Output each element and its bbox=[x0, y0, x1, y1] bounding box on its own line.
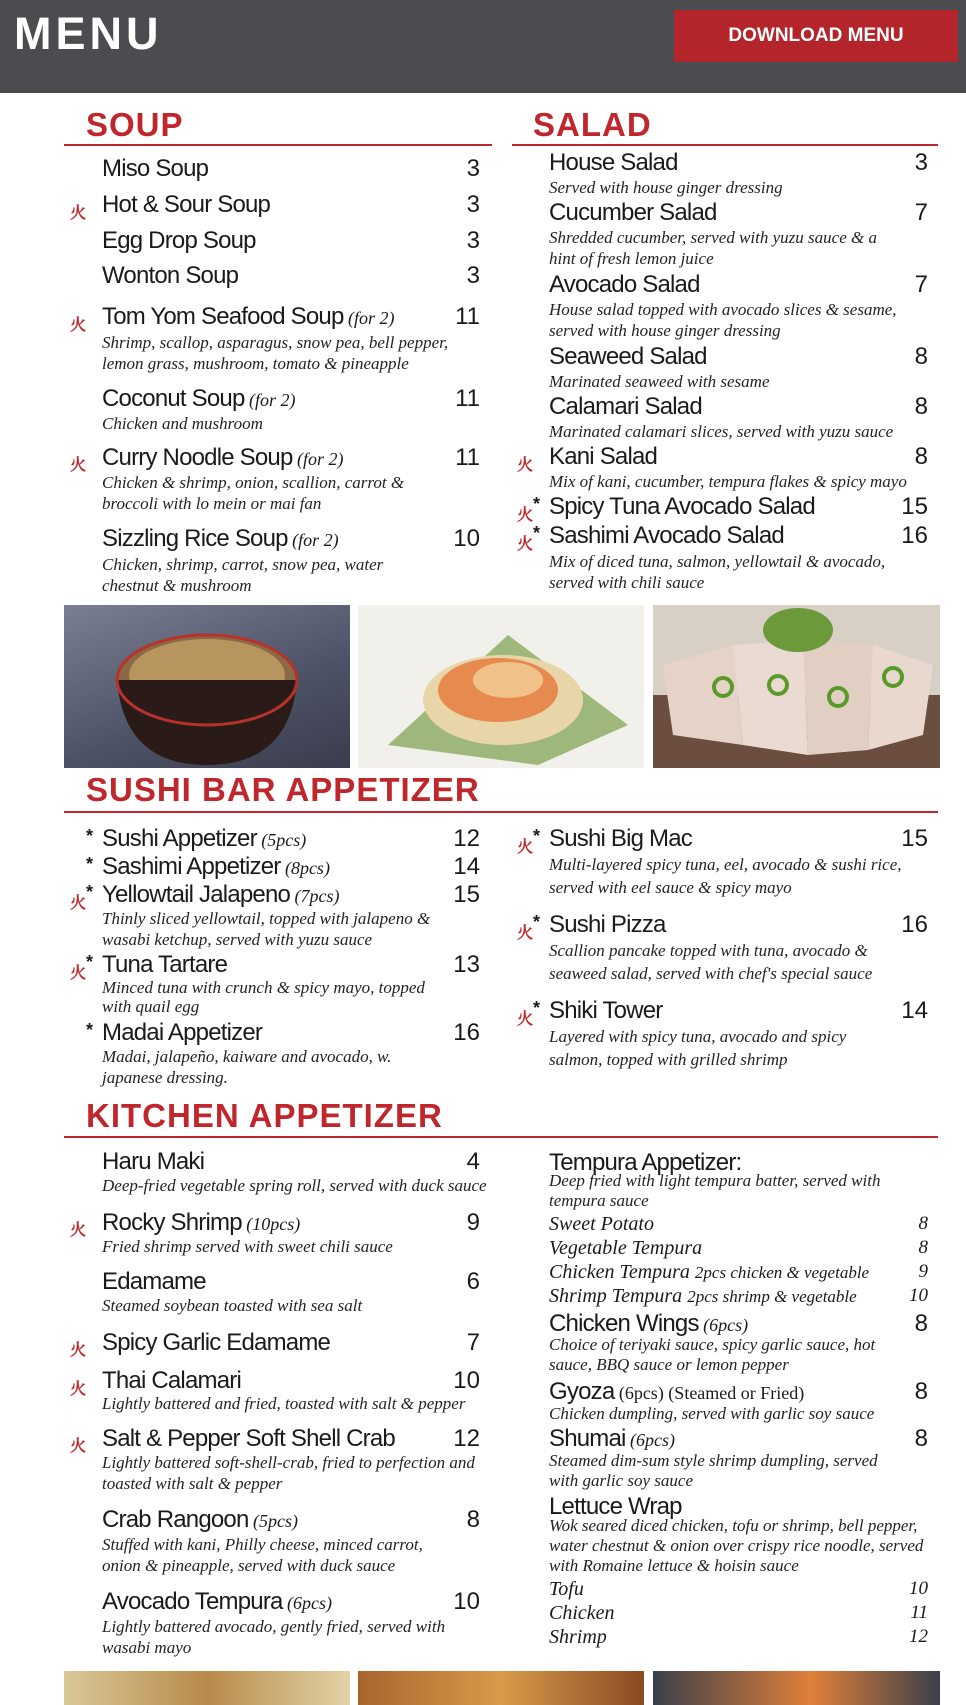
item-price: 8 bbox=[914, 1378, 928, 1405]
item-note: (5pcs) bbox=[261, 830, 307, 850]
menu-item bbox=[102, 1367, 241, 1395]
option-name: Tofu bbox=[549, 1578, 584, 1600]
menu-item bbox=[102, 1588, 332, 1616]
item-description: Shredded cucumber, served with yuzu sauce & a hint of fresh lemon juice bbox=[549, 228, 877, 268]
item-name: Sushi Appetizer bbox=[102, 825, 257, 852]
item-note: (6pcs) (Steamed or Fried) bbox=[618, 1383, 805, 1403]
item-name: Kani Salad bbox=[549, 443, 658, 470]
item-name: Hot & Sour Soup bbox=[102, 191, 271, 218]
option-price: 8 bbox=[918, 1237, 928, 1258]
item-description: Scallion pancake topped with tuna, avocado & seaweed salad, served with chef's special sauce bbox=[549, 941, 873, 983]
section-heading-kitchen: KITCHEN APPETIZER bbox=[86, 1097, 443, 1134]
option-price: 12 bbox=[909, 1626, 928, 1647]
item-price: 3 bbox=[466, 227, 480, 254]
item-price: 13 bbox=[453, 951, 480, 978]
item-description: Shrimp, scallop, asparagus, snow pea, bell pepper, lemon grass, mushroom, tomato & pineapple bbox=[102, 333, 449, 373]
item-name: Avocado Tempura bbox=[102, 1588, 283, 1615]
item-price: 9 bbox=[466, 1209, 480, 1236]
item-description: Deep-fried vegetable spring roll, served with duck sauce bbox=[102, 1176, 487, 1195]
item-description: Fried shrimp served with sweet chili sauce bbox=[102, 1237, 393, 1256]
item-name: Chicken Wings bbox=[549, 1310, 699, 1337]
option-detail: 2pcs chicken & vegetable bbox=[694, 1263, 870, 1282]
menu-item bbox=[549, 343, 707, 371]
option-title: Shrimp Tempura bbox=[549, 1285, 683, 1307]
option-price: 11 bbox=[910, 1602, 928, 1623]
option-name bbox=[549, 1261, 869, 1284]
item-note: (for 2) bbox=[248, 390, 296, 410]
item-description: Steamed soybean toasted with sea salt bbox=[102, 1296, 363, 1315]
spicy-icon: 火 bbox=[70, 317, 87, 334]
item-name: Tempura Appetizer: bbox=[549, 1149, 742, 1176]
item-name: Sashimi Appetizer bbox=[102, 853, 281, 880]
option-title: Chicken Tempura bbox=[549, 1261, 690, 1283]
item-name: Thai Calamari bbox=[102, 1367, 241, 1394]
item-name: Miso Soup bbox=[102, 155, 209, 182]
item-price: 4 bbox=[466, 1148, 480, 1175]
menu-item bbox=[549, 393, 702, 421]
item-name: Shiki Tower bbox=[549, 997, 663, 1024]
menu-item bbox=[102, 191, 270, 219]
option-name: Chicken bbox=[549, 1602, 615, 1624]
food-photo bbox=[653, 1671, 940, 1705]
raw-icon: * bbox=[533, 523, 541, 543]
item-price: 3 bbox=[914, 149, 928, 176]
menu-item bbox=[102, 227, 256, 255]
option-price: 9 bbox=[918, 1261, 928, 1282]
spicy-icon: 火 bbox=[517, 1011, 534, 1028]
item-note: (6pcs) bbox=[630, 1430, 676, 1450]
item-name: Crab Rangoon bbox=[102, 1506, 249, 1533]
item-price: 10 bbox=[453, 1588, 480, 1615]
option-price: 8 bbox=[918, 1213, 928, 1234]
item-description: Marinated seaweed with sesame bbox=[549, 372, 770, 391]
item-price: 12 bbox=[453, 1425, 480, 1452]
menu-item bbox=[102, 1425, 395, 1453]
item-note: (8pcs) bbox=[284, 858, 330, 878]
food-photo bbox=[358, 1671, 644, 1705]
item-description: Lightly battered soft-shell-crab, fried to perfection and toasted with salt & pepper bbox=[102, 1453, 475, 1493]
menu-item bbox=[102, 1329, 330, 1357]
option-name: Sweet Potato bbox=[549, 1213, 654, 1235]
item-description: Multi-layered spicy tuna, eel, avocado & sushi rice, served with eel sauce & spicy mayo bbox=[549, 855, 902, 897]
top-bar bbox=[0, 0, 966, 93]
spicy-icon: 火 bbox=[70, 205, 87, 222]
menu-item bbox=[102, 825, 306, 853]
sashimi-photo bbox=[653, 605, 940, 768]
item-name: Sizzling Rice Soup bbox=[102, 525, 288, 552]
raw-icon: * bbox=[86, 882, 94, 902]
raw-icon: * bbox=[86, 854, 94, 874]
section-heading-soup: SOUP bbox=[86, 106, 184, 143]
menu-item bbox=[549, 522, 784, 550]
item-price: 11 bbox=[455, 385, 480, 412]
item-name: Salt & Pepper Soft Shell Crab bbox=[102, 1425, 395, 1452]
item-note: (7pcs) bbox=[294, 886, 340, 906]
menu-item bbox=[102, 385, 295, 413]
spicy-icon: 火 bbox=[70, 965, 87, 982]
item-description: Lightly battered and fried, toasted with salt & pepper bbox=[102, 1394, 466, 1413]
menu-item bbox=[102, 262, 238, 290]
menu-item bbox=[102, 1268, 206, 1296]
item-note: (for 2) bbox=[292, 530, 339, 550]
raw-icon: * bbox=[533, 998, 541, 1018]
menu-item bbox=[102, 1209, 300, 1237]
menu-item bbox=[102, 444, 343, 472]
item-name: Madai Appetizer bbox=[102, 1019, 263, 1046]
menu-item bbox=[549, 825, 692, 853]
item-name: Avocado Salad bbox=[549, 271, 700, 298]
raw-icon: * bbox=[86, 952, 94, 972]
menu-item bbox=[549, 493, 815, 521]
item-name: Tom Yom Seafood Soup bbox=[102, 303, 344, 330]
divider bbox=[64, 144, 492, 146]
option-name: Shrimp bbox=[549, 1626, 607, 1648]
item-price: 14 bbox=[453, 853, 480, 880]
menu-item bbox=[102, 155, 208, 183]
divider bbox=[64, 1136, 938, 1138]
salad-photo bbox=[358, 605, 644, 768]
item-description: Chicken dumpling, served with garlic soy sauce bbox=[549, 1404, 875, 1423]
item-description: Mix of kani, cucumber, tempura flakes & spicy mayo bbox=[549, 472, 907, 491]
item-price: 15 bbox=[453, 881, 480, 908]
item-description: Chicken & shrimp, onion, scallion, carrot & broccoli with lo mein or mai fan bbox=[102, 473, 405, 513]
spicy-icon: 火 bbox=[517, 839, 534, 856]
section-heading-salad: SALAD bbox=[533, 106, 652, 143]
item-price: 11 bbox=[455, 444, 480, 471]
spicy-icon: 火 bbox=[517, 507, 534, 524]
spicy-icon: 火 bbox=[70, 1381, 87, 1398]
menu-item bbox=[549, 443, 657, 471]
raw-icon: * bbox=[533, 494, 541, 514]
item-name: Shumai bbox=[549, 1425, 626, 1452]
item-description: House salad topped with avocado slices & sesame, served with house ginger dressing bbox=[549, 300, 897, 340]
item-price: 8 bbox=[914, 443, 928, 470]
item-note: (10pcs) bbox=[246, 1214, 301, 1234]
item-price: 12 bbox=[453, 825, 480, 852]
item-name: House Salad bbox=[549, 149, 678, 176]
item-description: Layered with spicy tuna, avocado and spicy salmon, topped with grilled shrimp bbox=[549, 1027, 847, 1069]
item-price: 8 bbox=[914, 393, 928, 420]
miso-soup-photo bbox=[64, 605, 350, 768]
food-photo bbox=[64, 1671, 350, 1705]
item-name: Calamari Salad bbox=[549, 393, 702, 420]
page-title: MENU bbox=[14, 8, 163, 59]
option-name: Vegetable Tempura bbox=[549, 1237, 703, 1259]
item-price: 7 bbox=[914, 271, 928, 298]
item-price: 3 bbox=[466, 155, 480, 182]
section-heading-sushi-bar: SUSHI BAR APPETIZER bbox=[86, 771, 480, 808]
item-description: Chicken and mushroom bbox=[102, 414, 263, 433]
spicy-icon: 火 bbox=[517, 457, 534, 474]
menu-item bbox=[102, 1148, 204, 1176]
divider bbox=[512, 144, 938, 146]
item-price: 3 bbox=[466, 191, 480, 218]
item-name: Spicy Tuna Avocado Salad bbox=[549, 493, 815, 520]
item-description: Mix of diced tuna, salmon, yellowtail & avocado, served with chili sauce bbox=[549, 552, 886, 592]
spicy-icon: 火 bbox=[517, 536, 534, 553]
menu-item bbox=[549, 911, 666, 939]
item-price: 16 bbox=[901, 522, 928, 549]
item-price: 15 bbox=[901, 825, 928, 852]
item-price: 15 bbox=[901, 493, 928, 520]
item-price: 7 bbox=[914, 199, 928, 226]
spicy-icon: 火 bbox=[70, 895, 87, 912]
item-price: 14 bbox=[901, 997, 928, 1024]
menu-item bbox=[549, 997, 662, 1025]
item-name: Sushi Big Mac bbox=[549, 825, 692, 852]
menu-item bbox=[102, 525, 339, 553]
item-note: (6pcs) bbox=[287, 1593, 333, 1613]
item-name: Coconut Soup bbox=[102, 385, 245, 412]
item-name: Yellowtail Jalapeno bbox=[102, 881, 291, 908]
menu-item bbox=[102, 951, 227, 979]
item-price: 6 bbox=[466, 1268, 480, 1295]
raw-icon: * bbox=[533, 826, 541, 846]
menu-item bbox=[549, 1310, 748, 1338]
item-price: 8 bbox=[914, 1425, 928, 1452]
item-price: 10 bbox=[453, 525, 480, 552]
menu-item bbox=[549, 1425, 675, 1453]
item-description: Wok seared diced chicken, tofu or shrimp, bell pepper, water chestnut & onion over crispy rice noodle, served with Romaine lettuce & hoisin sauce bbox=[549, 1516, 924, 1575]
item-name: Sashimi Avocado Salad bbox=[549, 522, 784, 549]
option-name bbox=[549, 1285, 857, 1308]
item-price: 10 bbox=[453, 1367, 480, 1394]
menu-item bbox=[549, 1378, 804, 1406]
menu-item bbox=[102, 1506, 298, 1534]
item-description: Lightly battered avocado, gently fried, served with wasabi mayo bbox=[102, 1617, 446, 1657]
item-note: (5pcs) bbox=[252, 1511, 298, 1531]
item-name: Curry Noodle Soup bbox=[102, 444, 293, 471]
salad-plate-image bbox=[358, 605, 644, 768]
item-price: 16 bbox=[901, 911, 928, 938]
item-price: 7 bbox=[466, 1329, 480, 1356]
option-price: 10 bbox=[909, 1578, 928, 1599]
item-name: Edamame bbox=[102, 1268, 206, 1295]
raw-icon: * bbox=[86, 826, 94, 846]
item-name: Sushi Pizza bbox=[549, 911, 666, 938]
download-menu-button[interactable]: DOWNLOAD MENU bbox=[674, 10, 958, 62]
item-price: 8 bbox=[914, 1310, 928, 1337]
spicy-icon: 火 bbox=[70, 1222, 87, 1239]
item-description: Thinly sliced yellowtail, topped with jalapeno & wasabi ketchup, served with yuzu sauce bbox=[102, 909, 431, 949]
menu-item bbox=[102, 853, 330, 881]
item-description: Choice of teriyaki sauce, spicy garlic sauce, hot sauce, BBQ sauce or lemon pepper bbox=[549, 1335, 876, 1374]
menu-item bbox=[549, 271, 700, 299]
item-price: 8 bbox=[914, 343, 928, 370]
sashimi-plate-image bbox=[653, 605, 940, 768]
option-detail: 2pcs shrimp & vegetable bbox=[687, 1287, 857, 1306]
item-name: Egg Drop Soup bbox=[102, 227, 256, 254]
spicy-icon: 火 bbox=[70, 457, 87, 474]
item-description: Chicken, shrimp, carrot, snow pea, water chestnut & mushroom bbox=[102, 555, 384, 595]
item-description: Stuffed with kani, Philly cheese, minced carrot, onion & pineapple, served with duck sauce bbox=[102, 1535, 423, 1575]
item-name: Gyoza bbox=[549, 1378, 615, 1405]
item-description: Steamed dim-sum style shrimp dumpling, served with garlic soy sauce bbox=[549, 1451, 878, 1490]
item-description: Minced tuna with crunch & spicy mayo, topped with quail egg bbox=[102, 978, 425, 1016]
item-description: Served with house ginger dressing bbox=[549, 178, 783, 197]
item-name: Spicy Garlic Edamame bbox=[102, 1329, 331, 1356]
item-name: Lettuce Wrap bbox=[549, 1493, 682, 1520]
item-name: Seaweed Salad bbox=[549, 343, 707, 370]
menu-item bbox=[549, 149, 678, 177]
item-description: Deep fried with light tempura batter, served with tempura sauce bbox=[549, 1171, 881, 1210]
item-price: 16 bbox=[453, 1019, 480, 1046]
item-name: Rocky Shrimp bbox=[102, 1209, 242, 1236]
menu-item bbox=[102, 1019, 262, 1047]
item-price: 8 bbox=[466, 1506, 480, 1533]
item-note: (6pcs) bbox=[703, 1315, 749, 1335]
item-note: (for 2) bbox=[347, 308, 395, 328]
item-name: Tuna Tartare bbox=[102, 951, 228, 978]
spicy-icon: 火 bbox=[517, 925, 534, 942]
item-price: 3 bbox=[466, 262, 480, 289]
option-price: 10 bbox=[909, 1285, 928, 1306]
menu-item bbox=[549, 199, 717, 227]
raw-icon: * bbox=[533, 912, 541, 932]
item-name: Haru Maki bbox=[102, 1148, 205, 1175]
item-name: Cucumber Salad bbox=[549, 199, 717, 226]
item-note: (for 2) bbox=[296, 449, 344, 469]
spicy-icon: 火 bbox=[70, 1342, 87, 1359]
spicy-icon: 火 bbox=[70, 1438, 87, 1455]
item-name: Wonton Soup bbox=[102, 262, 239, 289]
soup-bowl-image bbox=[64, 605, 350, 768]
item-price: 11 bbox=[455, 303, 480, 330]
item-description: Marinated calamari slices, served with yuzu sauce bbox=[549, 422, 894, 441]
raw-icon: * bbox=[86, 1020, 94, 1040]
menu-item bbox=[102, 881, 340, 909]
item-description: Madai, jalapeño, kaiware and avocado, w. japanese dressing. bbox=[102, 1047, 392, 1087]
divider bbox=[64, 811, 938, 813]
menu-item bbox=[102, 303, 394, 331]
